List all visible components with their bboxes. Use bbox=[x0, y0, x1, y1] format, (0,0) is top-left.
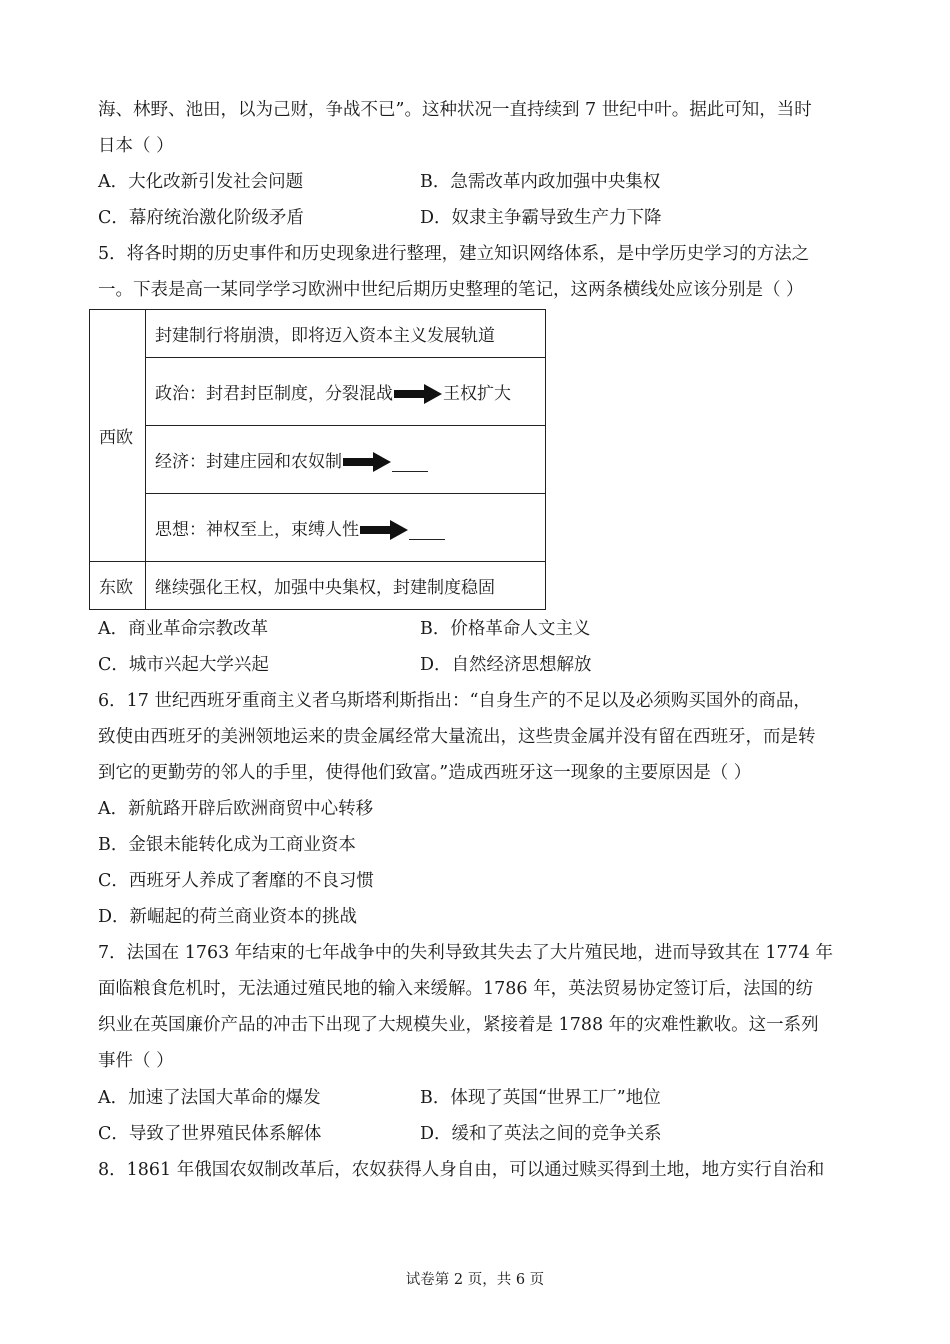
right-arrow-icon bbox=[360, 520, 408, 540]
q7-text-line-3: 织业在英国廉价产品的冲击下出现了大规模失业，紧接着是 1788 年的灾难性歉收。这一系列 bbox=[98, 1015, 819, 1035]
east-europe-label: 东欧 bbox=[90, 562, 146, 610]
q6-option-d: D．新崛起的荷兰商业资本的挑战 bbox=[98, 907, 358, 927]
q7-option-c: C．导致了世界殖民体系解体 bbox=[98, 1124, 322, 1144]
table-row-thought bbox=[146, 494, 546, 562]
right-arrow-icon bbox=[343, 452, 391, 472]
thought-text: 思想：神权至上，束缚人性 bbox=[155, 519, 359, 540]
q7-option-b: B．体现了英国“世界工厂”地位 bbox=[420, 1088, 661, 1108]
q6-option-b: B．金银未能转化成为工商业资本 bbox=[98, 835, 356, 855]
q5-summary-table bbox=[89, 309, 546, 610]
q7-text-line-2: 面临粮食危机时，无法通过殖民地的输入来缓解。1786 年，英法贸易协定签订后，法国的纺 bbox=[98, 979, 814, 999]
q6-option-a: A．新航路开辟后欧洲商贸中心转移 bbox=[98, 799, 374, 819]
page-footer: 试卷第 2 页，共 6 页 bbox=[405, 1272, 545, 1288]
q4-option-a: A．大化改新引发社会问题 bbox=[98, 172, 304, 192]
q6-text-line-1: 6．17 世纪西班牙重商主义者乌斯塔利斯指出：“自身生产的不足以及必须购买国外的商品， bbox=[98, 691, 811, 711]
q7-text-line-4: 事件（ ） bbox=[98, 1051, 174, 1071]
q4-text-line-1: 海、林野、池田，以为己财，争战不已”。这种状况一直持续到 7 世纪中叶。据此可知，当时 bbox=[98, 100, 812, 120]
q6-text-line-2: 致使由西班牙的美洲领地运来的贵金属经常大量流出，这些贵金属并没有留在西班牙，而是转 bbox=[98, 727, 816, 747]
right-arrow-icon bbox=[394, 384, 442, 404]
q5-option-a: A．商业革命宗教改革 bbox=[98, 619, 269, 639]
east-europe-text: 继续强化王权，加强中央集权，封建制度稳固 bbox=[146, 562, 546, 610]
economy-blank bbox=[392, 453, 428, 472]
west-europe-label: 西欧 bbox=[90, 310, 146, 562]
q7-option-a: A．加速了法国大革命的爆发 bbox=[98, 1088, 321, 1108]
table-row-economy bbox=[146, 426, 546, 494]
politics-text: 政治：封君封臣制度，分裂混战 bbox=[155, 383, 393, 404]
q5-text-line-2: 一。下表是高一某同学学习欧洲中世纪后期历史整理的笔记，这两条横线处应该分别是（ ） bbox=[98, 280, 804, 300]
thought-blank bbox=[409, 521, 445, 540]
table-row-1: 封建制行将崩溃，即将迈入资本主义发展轨道 bbox=[146, 310, 546, 358]
q6-option-c: C．西班牙人养成了奢靡的不良习惯 bbox=[98, 871, 374, 891]
q5-option-d: D．自然经济思想解放 bbox=[420, 655, 592, 675]
q7-option-d: D．缓和了英法之间的竞争关系 bbox=[420, 1124, 662, 1144]
q4-text-line-2: 日本（ ） bbox=[98, 136, 174, 156]
q6-text-line-3: 到它的更勤劳的邻人的手里，使得他们致富。”造成西班牙这一现象的主要原因是（ ） bbox=[98, 763, 752, 783]
q5-option-c: C．城市兴起大学兴起 bbox=[98, 655, 269, 675]
economy-text: 经济：封建庄园和农奴制 bbox=[155, 451, 342, 472]
politics-result: 王权扩大 bbox=[443, 383, 511, 404]
q5-option-b: B．价格革命人文主义 bbox=[420, 619, 591, 639]
q8-text-line-1: 8．1861 年俄国农奴制改革后，农奴获得人身自由，可以通过赎买得到土地，地方实行自治和 bbox=[98, 1160, 825, 1180]
q4-option-c: C．幕府统治激化阶级矛盾 bbox=[98, 208, 304, 228]
table-row-politics bbox=[146, 358, 546, 426]
q4-option-d: D．奴隶主争霸导致生产力下降 bbox=[420, 208, 662, 228]
q7-text-line-1: 7．法国在 1763 年结束的七年战争中的失利导致其失去了大片殖民地，进而导致其在 1774 年 bbox=[98, 943, 833, 963]
q4-option-b: B．急需改革内政加强中央集权 bbox=[420, 172, 661, 192]
q5-text-line-1: 5．将各时期的历史事件和历史现象进行整理，建立知识网络体系，是中学历史学习的方法之 bbox=[98, 244, 810, 264]
